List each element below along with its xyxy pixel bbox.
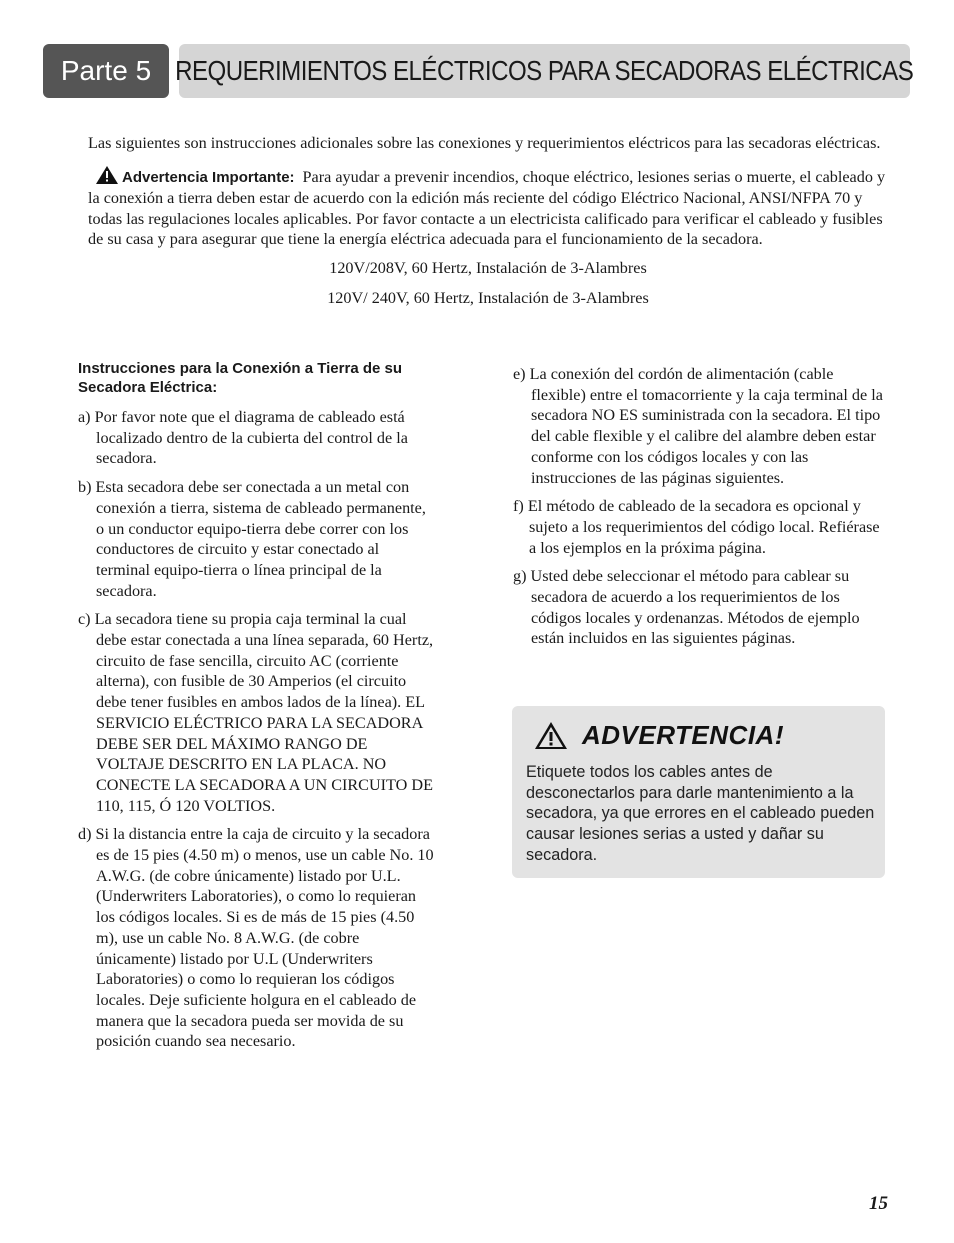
- warning-icon: [96, 166, 118, 184]
- instruction-d: d) Si la distancia entre la caja de circuito y la secadora es de 15 pies (4.50 m) o menos, use un cable No. 10 A.W.G. (de cobre únicamente) listado por U.L. (Underwriters Laboratories), o como lo requieran los códigos locales. Si es de más de 15 pies (4.50 m), use un cable No. 8 A.W.G. (de cobre únicamente) listado por U.L (Underwriters Laboratories) o como lo requieran los códigos locales. Deje suficiente holgura en el cableado de manera que la secadora pueda ser movida de su posición cuando sea necesario.: [78, 825, 434, 1051]
- instruction-b: b) Esta secadora debe ser conectada a un metal con conexión a tierra, sistema de cableado permanente, o un conductor equipo-tierra debe correr con los conductores de circuito y estar conectado al terminal equipo-tierra o línea principal de la secadora.: [78, 478, 426, 600]
- voltage-line-2: 120V/ 240V, 60 Hertz, Instalación de 3-Alambres: [327, 289, 649, 307]
- warning-box: [512, 706, 885, 878]
- page-number: 15: [869, 1193, 888, 1214]
- warning-box-title: [534, 720, 784, 751]
- instruction-c: c) La secadora tiene su propia caja terminal la cual debe estar conectada a una línea separada, 60 Hertz, circuito de fase sencilla, circuito AC (corriente alterna), con fusible de 30 Amperios (el circuito debe tener fusibles en ambos lados de la línea). EL SERVICIO ELÉCTRICO PARA LA SECADORA DEBE SER DEL MÁXIMO RANGO DE VOLTAJE DESCRITO EN LA PLACA. NO CONECTE LA SECADORA A UN CIRCUITO DE 110, 115, Ó 120 VOLTIOS.: [78, 610, 434, 815]
- important-warning-label: Advertencia Importante:: [122, 168, 295, 186]
- warning-box-text: Etiquete todos los cables antes de desconectarlos para darle mantenimiento a la secadora, ya que errores en el cableado pueden causar lesiones serias a usted y dañar su secadora.: [526, 763, 875, 864]
- instruction-a: a) Por favor note que el diagrama de cableado está localizado dentro de la cubierta del control de la secadora.: [78, 408, 408, 468]
- grounding-heading: Instrucciones para la Conexión a Tierra de su Secadora Eléctrica:: [78, 360, 403, 396]
- warning-triangle-icon: [534, 721, 568, 750]
- instruction-g: g) Usted debe seleccionar el método para cablear su secadora de acuerdo a los requerimientos de los códigos locales y ordenanzas. Métodos de ejemplo están incluidos en las siguientes páginas.: [513, 567, 860, 648]
- instruction-e: e) La conexión del cordón de alimentación (cable flexible) entre el tomacorriente y la caja terminal de la secadora NO ES suministrada con la secadora. El tipo del cable flexible y el calibre del alambre deben estar conforme con los códigos locales y con las instrucciones de las páginas siguientes.: [513, 365, 883, 487]
- voltage-line-1: 120V/208V, 60 Hertz, Instalación de 3-Alambres: [329, 258, 647, 277]
- left-column: [78, 359, 436, 1060]
- instruction-f: f) El método de cableado de la secadora es opcional y sujeto a los requerimientos del código local. Refiérase a los ejemplos en la próxima página.: [513, 497, 880, 557]
- part-label: Parte 5: [43, 44, 169, 98]
- intro-section: [88, 133, 888, 309]
- important-warning: [88, 166, 888, 250]
- important-warning-text: Para ayudar a prevenir incendios, choque eléctrico, lesiones serias o muerte, el cableado y la conexión a tierra deben estar de acuerdo con la edición más reciente del código Eléctrico Nacional, ANSI/NFPA 70 y todas las regulaciones locales aplicables. Por favor contacte a un electricista calificado para verificar el cableado y fusibles de su casa y para asegurar que tiene la energía eléctrica adecuada para el funcionamiento de la secadora.: [88, 167, 886, 248]
- page-title: [175, 44, 914, 98]
- right-column: [513, 364, 883, 657]
- warning-box-heading: ADVERTENCIA!: [582, 720, 784, 750]
- page-title-text: REQUERIMIENTOS ELÉCTRICOS PARA SECADORAS ELÉCTRICAS: [175, 55, 914, 86]
- intro-paragraph: Las siguientes son instrucciones adicionales sobre las conexiones y requerimientos eléctricos para las secadoras eléctricas.: [88, 134, 881, 152]
